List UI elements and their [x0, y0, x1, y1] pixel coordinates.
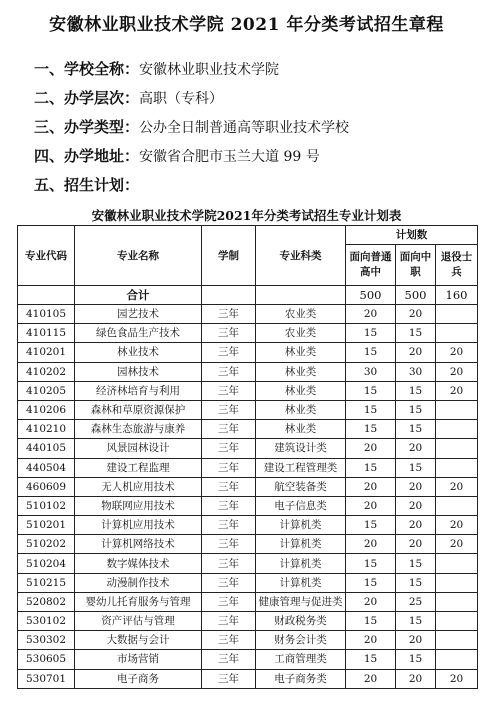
info-enrollment-plan — [34, 174, 139, 195]
cell-veteran: 20 — [436, 343, 478, 362]
cell-years: 三年 — [202, 669, 256, 688]
cell-vocational: 15 — [396, 324, 436, 343]
cell-category: 电子商务类 — [256, 669, 346, 688]
cell-code: 520802 — [18, 592, 75, 611]
cell-veteran: 20 — [436, 535, 478, 554]
total-category-cell — [256, 286, 346, 305]
cell-general: 20 — [346, 477, 396, 496]
cell-category: 林业类 — [256, 381, 346, 400]
cell-category: 林业类 — [256, 420, 346, 439]
document-title: 安徽林业职业技术学院 2021 年分类考试招生章程 — [49, 15, 444, 35]
cell-years: 三年 — [202, 343, 256, 362]
cell-vocational: 15 — [396, 573, 436, 592]
cell-name: 动漫制作技术 — [75, 573, 202, 592]
header-years: 学制 — [202, 226, 256, 286]
table-row — [18, 650, 478, 669]
cell-category: 建设工程管理类 — [256, 458, 346, 477]
cell-vocational: 15 — [396, 400, 436, 419]
info-school-name — [34, 58, 279, 79]
cell-code: 410206 — [18, 400, 75, 419]
cell-code: 510102 — [18, 496, 75, 515]
cell-name: 林业技术 — [75, 343, 202, 362]
cell-vocational: 20 — [396, 516, 436, 535]
cell-general: 20 — [346, 305, 396, 324]
cell-vocational: 20 — [396, 669, 436, 688]
total-label: 合计 — [75, 286, 202, 305]
cell-veteran — [436, 573, 478, 592]
table-row — [18, 477, 478, 496]
cell-code: 530102 — [18, 612, 75, 631]
cell-name: 森林生态旅游与康养 — [75, 420, 202, 439]
cell-vocational: 20 — [396, 535, 436, 554]
table-title: 安徽林业职业技术学院2021年分类考试招生专业计划表 — [91, 208, 402, 223]
cell-name: 数字媒体技术 — [75, 554, 202, 573]
cell-category: 电子信息类 — [256, 496, 346, 515]
total-general: 500 — [346, 286, 396, 305]
cell-code: 510201 — [18, 516, 75, 535]
info-value: 高职（专科） — [139, 91, 224, 107]
cell-years: 三年 — [202, 516, 256, 535]
cell-vocational: 15 — [396, 554, 436, 573]
info-address — [34, 145, 320, 166]
header-plan: 计划数 — [346, 226, 478, 245]
cell-general: 15 — [346, 324, 396, 343]
table-row — [18, 420, 478, 439]
info-label: 三、办学类型： — [34, 118, 140, 136]
header-plan-vocational: 面向中职 — [396, 245, 436, 286]
cell-years: 三年 — [202, 631, 256, 650]
cell-years: 三年 — [202, 650, 256, 669]
cell-code: 530605 — [18, 650, 75, 669]
cell-name: 经济林培育与利用 — [75, 381, 202, 400]
info-label: 五、招生计划： — [34, 176, 140, 194]
cell-name: 物联网应用技术 — [75, 496, 202, 515]
cell-category: 航空装备类 — [256, 477, 346, 496]
table-row — [18, 324, 478, 343]
cell-veteran — [436, 554, 478, 573]
cell-vocational: 30 — [396, 362, 436, 381]
cell-name: 风景园林设计 — [75, 439, 202, 458]
table-row — [18, 400, 478, 419]
cell-category: 林业类 — [256, 400, 346, 419]
cell-veteran — [436, 305, 478, 324]
cell-vocational: 20 — [396, 305, 436, 324]
cell-years: 三年 — [202, 477, 256, 496]
cell-category: 建筑设计类 — [256, 439, 346, 458]
cell-veteran — [436, 400, 478, 419]
cell-category: 林业类 — [256, 343, 346, 362]
cell-years: 三年 — [202, 554, 256, 573]
cell-code: 460609 — [18, 477, 75, 496]
total-years-cell — [202, 286, 256, 305]
cell-name: 建设工程监理 — [75, 458, 202, 477]
table-row — [18, 362, 478, 381]
header-category: 专业科类 — [256, 226, 346, 286]
header-plan-veteran: 退役士兵 — [436, 245, 478, 286]
table-row — [18, 496, 478, 515]
cell-vocational: 20 — [396, 343, 436, 362]
cell-category: 计算机类 — [256, 573, 346, 592]
cell-code: 510204 — [18, 554, 75, 573]
total-code-cell — [18, 286, 75, 305]
cell-code: 510215 — [18, 573, 75, 592]
cell-vocational: 20 — [396, 631, 436, 650]
cell-general: 15 — [346, 458, 396, 477]
header-code: 专业代码 — [18, 226, 75, 286]
cell-general: 15 — [346, 343, 396, 362]
cell-years: 三年 — [202, 324, 256, 343]
cell-general: 15 — [346, 612, 396, 631]
table-row — [18, 631, 478, 650]
cell-code: 440105 — [18, 439, 75, 458]
cell-general: 15 — [346, 554, 396, 573]
table-row — [18, 439, 478, 458]
cell-category: 林业类 — [256, 362, 346, 381]
cell-general: 15 — [346, 516, 396, 535]
cell-general: 15 — [346, 381, 396, 400]
cell-vocational: 15 — [396, 458, 436, 477]
cell-veteran — [436, 612, 478, 631]
cell-veteran — [436, 631, 478, 650]
cell-years: 三年 — [202, 381, 256, 400]
cell-veteran — [436, 458, 478, 477]
cell-vocational: 25 — [396, 592, 436, 611]
cell-years: 三年 — [202, 400, 256, 419]
cell-general: 15 — [346, 400, 396, 419]
cell-general: 20 — [346, 592, 396, 611]
cell-name: 计算机网络技术 — [75, 535, 202, 554]
cell-code: 530701 — [18, 669, 75, 688]
cell-name: 森林和草原资源保护 — [75, 400, 202, 419]
cell-general: 20 — [346, 496, 396, 515]
cell-code: 410205 — [18, 381, 75, 400]
info-label: 四、办学地址： — [34, 147, 140, 165]
cell-years: 三年 — [202, 420, 256, 439]
cell-code: 530302 — [18, 631, 75, 650]
cell-general: 20 — [346, 631, 396, 650]
enrollment-plan-table — [17, 225, 478, 689]
info-label: 一、学校全称： — [34, 60, 140, 78]
info-education-level — [34, 87, 223, 108]
table-row — [18, 343, 478, 362]
cell-years: 三年 — [202, 496, 256, 515]
cell-veteran: 20 — [436, 669, 478, 688]
info-value: 安徽省合肥市玉兰大道 99 号 — [139, 149, 320, 165]
cell-general: 20 — [346, 535, 396, 554]
cell-vocational: 15 — [396, 420, 436, 439]
table-row — [18, 669, 478, 688]
table-row — [18, 305, 478, 324]
cell-code: 410105 — [18, 305, 75, 324]
table-row — [18, 381, 478, 400]
cell-veteran: 20 — [436, 516, 478, 535]
cell-code: 410202 — [18, 362, 75, 381]
table-row — [18, 458, 478, 477]
cell-name: 电子商务 — [75, 669, 202, 688]
total-veteran: 160 — [436, 286, 478, 305]
cell-name: 园林技术 — [75, 362, 202, 381]
cell-years: 三年 — [202, 612, 256, 631]
cell-veteran: 20 — [436, 381, 478, 400]
cell-code: 510202 — [18, 535, 75, 554]
cell-category: 计算机类 — [256, 535, 346, 554]
table-row — [18, 554, 478, 573]
cell-veteran: 20 — [436, 477, 478, 496]
cell-vocational: 20 — [396, 439, 436, 458]
table-row — [18, 516, 478, 535]
info-label: 二、办学层次： — [34, 89, 140, 107]
table-row — [18, 592, 478, 611]
cell-category: 农业类 — [256, 305, 346, 324]
total-vocational: 500 — [396, 286, 436, 305]
cell-vocational: 20 — [396, 496, 436, 515]
cell-category: 计算机类 — [256, 554, 346, 573]
header-name: 专业名称 — [75, 226, 202, 286]
cell-category: 健康管理与促进类 — [256, 592, 346, 611]
cell-veteran — [436, 420, 478, 439]
cell-vocational: 20 — [396, 477, 436, 496]
cell-general: 15 — [346, 573, 396, 592]
info-value: 安徽林业职业技术学院 — [139, 62, 280, 78]
cell-vocational: 15 — [396, 612, 436, 631]
cell-years: 三年 — [202, 305, 256, 324]
cell-years: 三年 — [202, 458, 256, 477]
cell-years: 三年 — [202, 592, 256, 611]
table-row — [18, 573, 478, 592]
cell-code: 410115 — [18, 324, 75, 343]
cell-category: 工商管理类 — [256, 650, 346, 669]
cell-general: 15 — [346, 420, 396, 439]
table-row — [18, 535, 478, 554]
cell-name: 计算机应用技术 — [75, 516, 202, 535]
cell-vocational: 15 — [396, 381, 436, 400]
cell-general: 20 — [346, 439, 396, 458]
cell-code: 410210 — [18, 420, 75, 439]
cell-code: 440504 — [18, 458, 75, 477]
cell-code: 410201 — [18, 343, 75, 362]
cell-general: 20 — [346, 669, 396, 688]
cell-name: 园艺技术 — [75, 305, 202, 324]
cell-years: 三年 — [202, 362, 256, 381]
cell-category: 计算机类 — [256, 516, 346, 535]
cell-category: 财务会计类 — [256, 631, 346, 650]
cell-category: 农业类 — [256, 324, 346, 343]
cell-vocational: 15 — [396, 650, 436, 669]
info-school-type — [34, 116, 349, 137]
cell-years: 三年 — [202, 573, 256, 592]
cell-name: 资产评估与管理 — [75, 612, 202, 631]
cell-veteran — [436, 496, 478, 515]
cell-veteran — [436, 324, 478, 343]
cell-name: 绿色食品生产技术 — [75, 324, 202, 343]
cell-veteran — [436, 650, 478, 669]
cell-veteran: 20 — [436, 362, 478, 381]
cell-general: 15 — [346, 650, 396, 669]
cell-name: 大数据与会计 — [75, 631, 202, 650]
info-value: 公办全日制普通高等职业技术学校 — [139, 120, 350, 136]
cell-veteran — [436, 592, 478, 611]
cell-name: 婴幼儿托育服务与管理 — [75, 592, 202, 611]
cell-general: 30 — [346, 362, 396, 381]
cell-name: 市场营销 — [75, 650, 202, 669]
cell-years: 三年 — [202, 439, 256, 458]
total-row — [18, 286, 478, 305]
cell-years: 三年 — [202, 535, 256, 554]
cell-veteran — [436, 439, 478, 458]
cell-category: 财政税务类 — [256, 612, 346, 631]
cell-name: 无人机应用技术 — [75, 477, 202, 496]
table-row — [18, 612, 478, 631]
header-plan-general: 面向普通高中 — [346, 245, 396, 286]
